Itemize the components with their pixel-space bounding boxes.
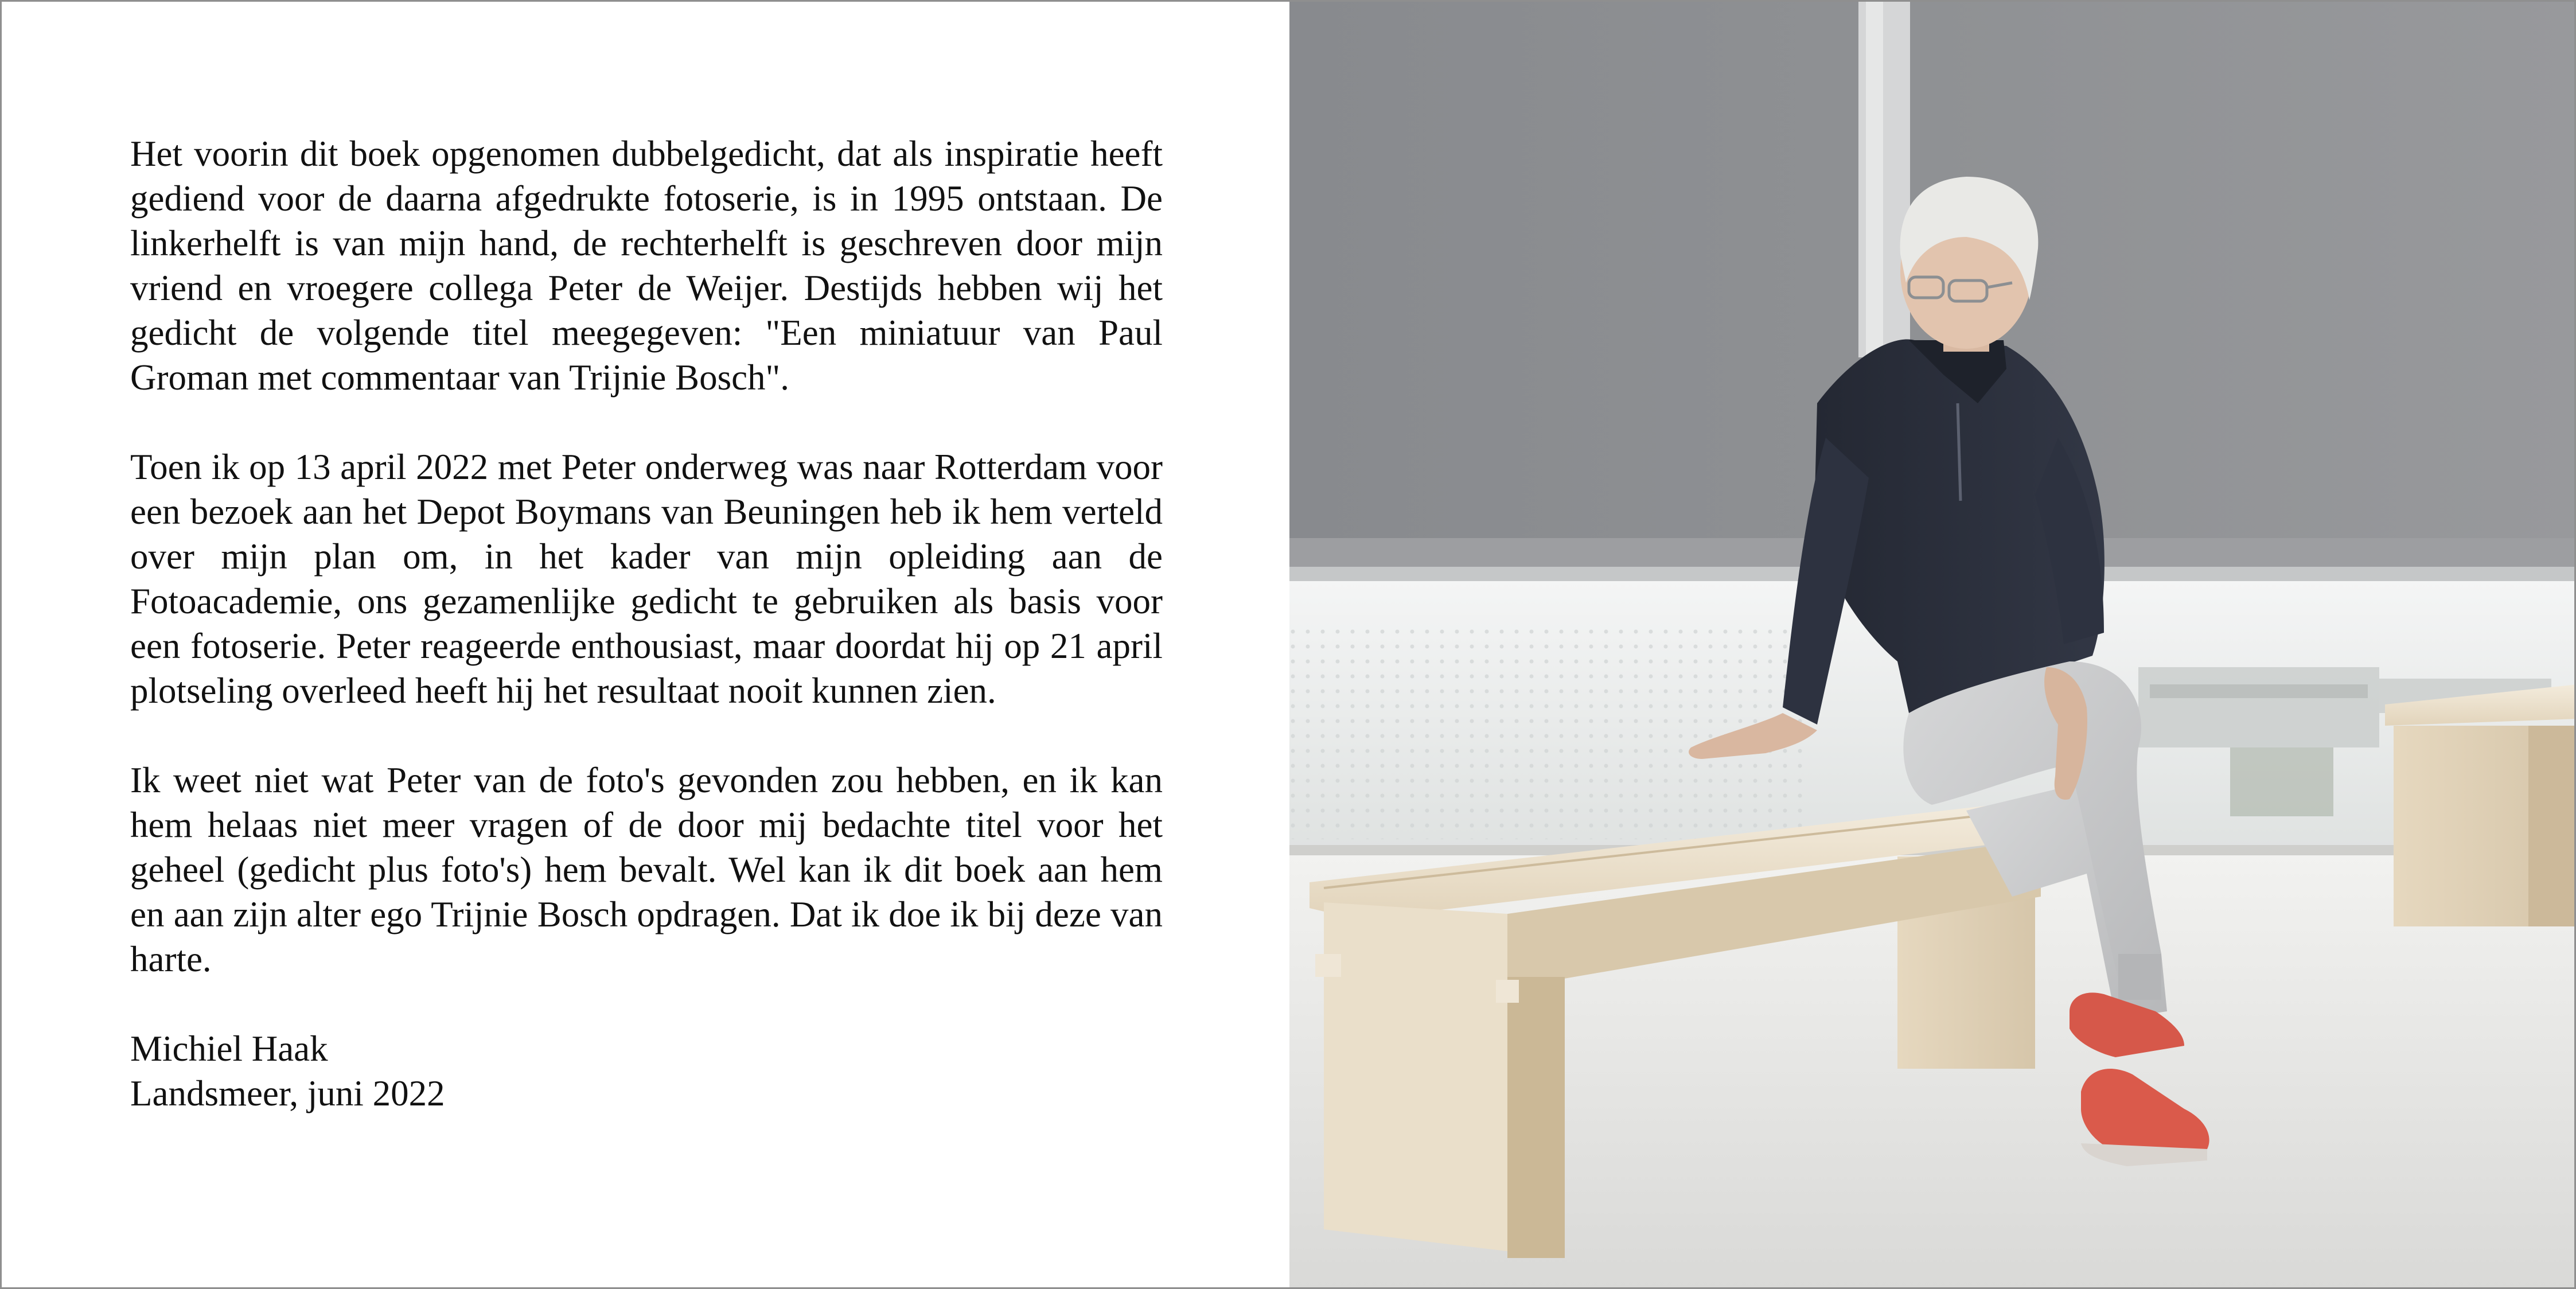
foreword-paragraph-2: Toen ik op 13 april 2022 met Peter onderweg was naar Rotterdam voor een bezoek aan het Depot Boymans van Beuningen heb ik hem verteld over mijn plan om, in het kader van mijn opleiding aan de Fotoacademie, ons gezamenlijke gedicht te gebruiken als basis voor een fotoserie. Peter reageerde enthousiast, maar doordat hij op 21 april plotseling overleed heeft hij het resultaat nooit kunnen zien. bbox=[130, 447, 1163, 711]
text-page bbox=[2, 2, 1289, 1289]
author-name: Michiel Haak bbox=[130, 1029, 328, 1069]
place-and-date: Landsmeer, juni 2022 bbox=[130, 1073, 445, 1113]
foreword-paragraph-3: Ik weet niet wat Peter van de foto's gevonden zou hebben, en ik kan hem helaas niet meer vragen of de door mij bedachte titel voor het geheel (gedicht plus foto's) hem bevalt. Wel kan ik dit boek aan hem en aan zijn alter ego Trijnie Bosch opdragen. Dat ik doe ik bij deze van harte. bbox=[130, 760, 1163, 979]
signature-block bbox=[130, 1026, 1163, 1116]
foreword-paragraph-1: Het voorin dit boek opgenomen dubbelgedicht, dat als inspiratie heeft gediend voor de daarna afgedrukte fotoserie, is in 1995 ontstaan. De linkerhelft is van mijn hand, de rechterhelft is geschreven door mijn vriend en vroegere collega Peter de Weijer. Destijds hebben wij het gedicht de volgende titel meegegeven: "Een miniatuur van Paul Groman met commentaar van Trijnie Bosch". bbox=[130, 134, 1163, 398]
portrait-photo bbox=[1289, 2, 2576, 1289]
foreword-text bbox=[130, 131, 1163, 1116]
